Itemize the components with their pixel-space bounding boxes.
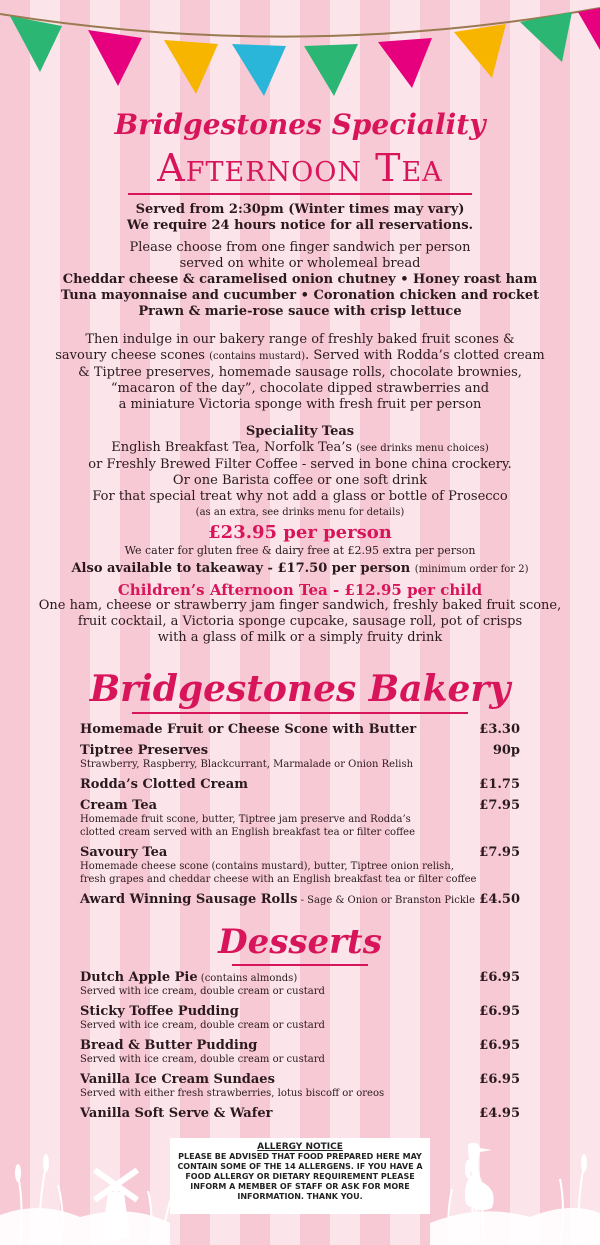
speciality-subtitle: Bridgestones Speciality	[114, 108, 486, 141]
item-name: Rodda’s Clotted Cream	[80, 777, 248, 792]
item-price: £6.95	[479, 1072, 520, 1087]
bakery-desc-text: savoury cheese scones	[55, 348, 210, 363]
item-name: Tiptree Preserves	[80, 743, 209, 758]
bakery-desc-line-2	[0, 348, 600, 365]
choose-line-2: served on white or wholemeal bread	[179, 256, 421, 271]
menu-item	[80, 722, 520, 737]
choose-line-1: Please choose from one finger sandwich per person	[129, 240, 471, 255]
item-name: Vanilla Soft Serve & Wafer	[80, 1106, 273, 1121]
teas-title: Speciality Teas	[245, 424, 355, 439]
bakery-desc-text-2: . Served with Rodda’s clotted cream	[305, 348, 545, 363]
item-description: Served with ice cream, double cream or custard	[80, 1020, 325, 1031]
item-name: Dutch Apple Pie	[80, 970, 198, 985]
children-line-3: with a glass of milk or a simply fruity drink	[157, 630, 443, 645]
bakery-desc-line-1: Then indulge in our bakery range of freshly baked fruit scones &	[85, 332, 515, 347]
windmill-icon	[86, 1158, 146, 1238]
item-description: Homemade cheese scone (contains mustard), butter, Tiptree onion relish, fresh grapes and cheddar cheese with an English breakfast tea or filter coffee	[80, 861, 477, 885]
sandwich-options-1: Cheddar cheese & caramelised onion chutney • Honey roast ham	[62, 272, 538, 287]
bakery-desc-line-5: a miniature Victoria sponge with fresh fruit per person	[118, 397, 482, 412]
item-description: Served with ice cream, double cream or custard	[80, 986, 325, 997]
children-tea-title: Children’s Afternoon Tea - £12.95 per child	[117, 581, 483, 599]
menu-item	[80, 1038, 520, 1066]
item-name: Homemade Fruit or Cheese Scone with Butter	[80, 722, 417, 737]
item-price: £4.50	[479, 892, 520, 907]
teas-section	[0, 424, 600, 521]
item-name: Cream Tea	[80, 798, 158, 813]
allergy-notice	[170, 1138, 430, 1214]
desserts-menu	[80, 970, 520, 1127]
sandwich-options-3: Prawn & marie-rose sauce with crisp lettuce	[138, 304, 462, 319]
item-price: £7.95	[479, 845, 520, 860]
bunting-flags-icon	[0, 0, 600, 110]
menu-item	[80, 845, 520, 886]
children-line-1: One ham, cheese or strawberry jam finger sandwich, freshly baked fruit scone,	[38, 598, 562, 613]
menu-item	[80, 970, 520, 998]
bakery-description	[0, 332, 600, 413]
item-name-line	[80, 970, 520, 985]
menu-item	[80, 777, 520, 792]
menu-item	[80, 892, 520, 907]
item-price: £1.75	[479, 777, 520, 792]
item-price: £6.95	[479, 970, 520, 985]
teas-text: English Breakfast Tea, Norfolk Tea’s	[111, 440, 357, 455]
item-description: Strawberry, Raspberry, Blackcurrant, Marmalade or Onion Relish	[80, 759, 414, 770]
item-price: £4.95	[479, 1106, 520, 1121]
menu-item	[80, 798, 520, 839]
desserts-heading: Desserts	[218, 922, 382, 962]
gluten-free-note: We cater for gluten free & dairy free at £2.95 extra per person	[124, 544, 476, 557]
item-name: Sticky Toffee Pudding	[80, 1004, 239, 1019]
bakery-desc-line-4: “macaron of the day”, chocolate dipped strawberries and	[110, 381, 490, 396]
allergy-text: PLEASE BE ADVISED THAT FOOD PREPARED HERE MAY CONTAIN SOME OF THE 14 ALLERGENS. IF YOU HAVE A FOOD ALLERGY OR DIETARY REQUIREMENT PLEASE INFORM A MEMBER OF STAFF OR ASK FOR MORE INFORMATION. THANK YOU.	[177, 1152, 423, 1201]
served-time: Served from 2:30pm (Winter times may vary)	[135, 202, 465, 217]
item-name: Award Winning Sausage Rolls	[80, 892, 298, 907]
menu-item	[80, 743, 520, 771]
item-inline-note: - Sage & Onion or Branston Pickle	[297, 895, 476, 906]
item-price: £3.30	[479, 722, 520, 737]
item-name: Savoury Tea	[80, 845, 168, 860]
item-price: £7.95	[479, 798, 520, 813]
takeaway-price: Also available to takeaway - £17.50 per person	[71, 561, 415, 576]
takeaway-minimum: (minimum order for 2)	[414, 564, 529, 575]
bakery-heading: Bridgestones Bakery	[89, 668, 511, 710]
bakery-divider	[132, 712, 468, 714]
item-price: £6.95	[479, 1038, 520, 1053]
item-price: 90p	[492, 743, 520, 758]
teas-line-1	[0, 440, 600, 457]
bakery-desc-line-3: & Tiptree preserves, homemade sausage rolls, chocolate brownies,	[78, 365, 522, 380]
item-name: Vanilla Ice Cream Sundaes	[80, 1072, 275, 1087]
item-name-line	[80, 892, 520, 907]
teas-line-5: (as an extra, see drinks menu for details)	[195, 507, 405, 518]
item-description: Served with ice cream, double cream or custard	[80, 1054, 325, 1065]
heron-icon	[448, 1138, 508, 1238]
item-price: £6.95	[479, 1004, 520, 1019]
menu-item	[80, 1004, 520, 1032]
item-description: Served with either fresh strawberries, lotus biscoff or oreos	[80, 1088, 385, 1099]
item-description: Homemade fruit scone, butter, Tiptree jam preserve and Rodda’s clotted cream served with an English breakfast tea or filter coffee	[80, 814, 416, 838]
teas-line-4: For that special treat why not add a glass or bottle of Prosecco	[92, 489, 508, 504]
teas-line-2: or Freshly Brewed Filter Coffee - served in bone china crockery.	[88, 457, 512, 472]
children-line-2: fruit cocktail, a Victoria sponge cupcake, sausage roll, pot of crisps	[77, 614, 523, 629]
menu-item	[80, 1072, 520, 1100]
title-divider	[128, 193, 472, 195]
takeaway-line	[0, 561, 600, 578]
bakery-menu	[80, 722, 520, 913]
mustard-note: (contains mustard)	[209, 351, 306, 362]
sandwich-options-2: Tuna mayonnaise and cucumber • Coronation chicken and rocket	[60, 288, 540, 303]
intro-section	[0, 202, 600, 320]
teas-line-3: Or one Barista coffee or one soft drink	[172, 473, 428, 488]
allergy-title: ALLERGY NOTICE	[257, 1142, 343, 1152]
price-per-person: £23.95 per person	[208, 522, 392, 543]
pricing-section	[0, 522, 600, 646]
page-title: Afternoon Tea	[157, 146, 443, 190]
item-inline-note: (contains almonds)	[197, 973, 298, 984]
reservation-notice: We require 24 hours notice for all reservations.	[126, 218, 474, 233]
teas-note: (see drinks menu choices)	[356, 443, 489, 454]
desserts-divider	[232, 964, 368, 966]
item-name: Bread & Butter Pudding	[80, 1038, 258, 1053]
